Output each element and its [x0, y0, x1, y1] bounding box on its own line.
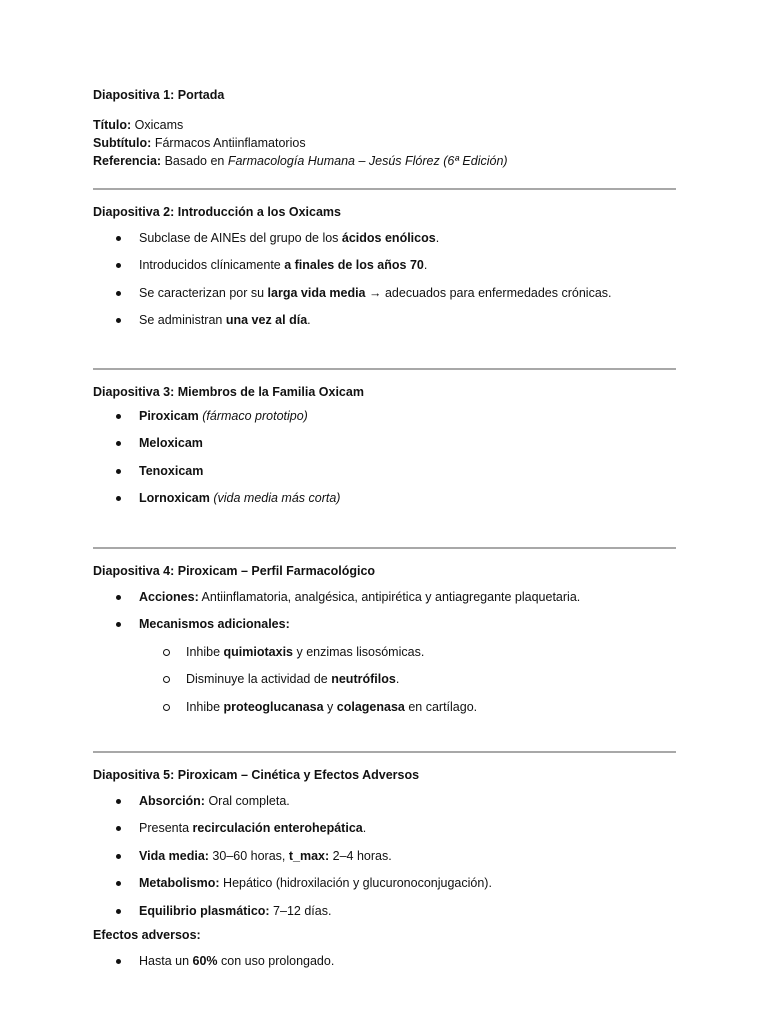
title-line [93, 116, 676, 134]
list-item [93, 870, 676, 898]
list-item [93, 307, 676, 335]
italic-text: (vida media más corta) [213, 491, 341, 506]
italic-text: (fármaco prototipo) [202, 408, 308, 423]
bullet-icon [116, 881, 121, 886]
bullet-icon [116, 236, 121, 241]
reference-line [93, 152, 676, 170]
text: . [435, 230, 440, 245]
bold-text: Acciones: [139, 589, 199, 604]
list-item [93, 458, 676, 486]
bullet-icon [116, 959, 121, 964]
slide-4-heading: Diapositiva 4: Piroxicam – Perfil Farmacológico [93, 564, 376, 578]
slide-1-details [93, 116, 676, 170]
bullet-icon [116, 414, 121, 419]
list-item [93, 225, 676, 253]
text: Inhibe [186, 644, 224, 659]
slide-1-heading: Diapositiva 1: Portada [93, 88, 225, 102]
list-item [93, 815, 676, 843]
text: → adecuados para enfermedades crónicas. [365, 285, 612, 300]
slide-4-sublist [93, 639, 676, 722]
bold-text: Metabolismo: [139, 876, 220, 891]
bullet-icon [116, 799, 121, 804]
list-item [93, 611, 676, 639]
bold-text: quimiotaxis [223, 644, 293, 659]
text: . [307, 313, 311, 328]
bullet-icon [116, 441, 121, 446]
text: Oral completa. [204, 793, 290, 808]
bullet-icon [116, 469, 121, 474]
slide-4-list [93, 584, 676, 639]
subtitle-line [93, 134, 676, 152]
reference-prefix: Basado en [164, 153, 225, 168]
reference-value: Farmacología Humana – Jesús Flórez (6ª Edición) [227, 153, 508, 168]
bold-text: proteoglucanasa [223, 699, 324, 714]
text: Antiinflamatoria, analgésica, antipirética y antiagregante plaquetaria. [198, 589, 581, 604]
sublist-item [93, 694, 676, 722]
bullet-icon [116, 318, 121, 323]
list-item [93, 403, 676, 431]
text: . [362, 821, 367, 836]
document-content [93, 88, 676, 975]
list-item [93, 280, 676, 308]
slide-2-heading: Diapositiva 2: Introducción a los Oxicams [93, 205, 341, 219]
title-value: Oxicams [134, 117, 184, 132]
bold-text: neutrófilos [331, 672, 396, 687]
hollow-bullet-icon [163, 676, 170, 683]
text: Hepático (hidroxilación y glucuronoconjugación). [219, 876, 492, 891]
text: 2–4 horas. [329, 848, 392, 863]
hollow-bullet-icon [163, 704, 170, 711]
slide-4-section [93, 549, 676, 751]
bullet-icon [116, 909, 121, 914]
bold-text: a finales de los años 70 [284, 258, 424, 273]
slide-3-heading: Diapositiva 3: Miembros de la Familia Oxicam [93, 385, 364, 399]
subtitle-value: Fármacos Antiinflamatorios [154, 135, 306, 150]
sublist-item [93, 639, 676, 667]
adverse-effects-list [93, 948, 676, 976]
list-item [93, 252, 676, 280]
text: en cartílago. [404, 699, 478, 714]
bold-text: recirculación enterohepática [192, 821, 363, 836]
text: Introducidos clínicamente [139, 258, 285, 273]
adverse-effects-heading: Efectos adversos: [93, 928, 201, 943]
list-item [93, 898, 676, 926]
list-item [93, 788, 676, 816]
bullet-icon [116, 826, 121, 831]
bullet-icon [116, 291, 121, 296]
slide-3-list [93, 403, 676, 513]
bullet-icon [116, 595, 121, 600]
bold-text: colagenasa [336, 699, 405, 714]
list-item [93, 430, 676, 458]
bold-text: Lornoxicam [139, 491, 210, 506]
slide-5-list [93, 788, 676, 926]
text: Inhibe [186, 699, 224, 714]
list-item [93, 584, 676, 612]
bullet-icon [116, 854, 121, 859]
bold-text: Vida media: [139, 848, 209, 863]
bold-text: t_max: [288, 848, 330, 863]
slide-2-section [93, 190, 676, 368]
reference-label: Referencia: [93, 153, 162, 168]
text: Subclase de AINEs del grupo de los [139, 230, 342, 245]
slide-3-section [93, 370, 676, 547]
text: Presenta [139, 821, 193, 836]
text: 30–60 horas, [208, 848, 289, 863]
hollow-bullet-icon [163, 649, 170, 656]
bold-text: ácidos enólicos [341, 230, 436, 245]
text: . [423, 258, 428, 273]
text: Se administran [139, 313, 226, 328]
text: y [323, 699, 337, 714]
subtitle-label: Subtítulo: [93, 135, 152, 150]
slide-5-heading: Diapositiva 5: Piroxicam – Cinética y Efectos Adversos [93, 768, 420, 782]
list-item [93, 948, 676, 976]
text: Disminuye la actividad de [186, 672, 332, 687]
bold-text: Tenoxicam [139, 463, 204, 478]
text: con uso prolongado. [217, 953, 335, 968]
bold-text: Meloxicam [139, 436, 203, 451]
bold-text: larga vida media [267, 285, 366, 300]
title-label: Título: [93, 117, 132, 132]
text: 7–12 días. [269, 903, 332, 918]
bold-text: 60% [192, 953, 218, 968]
list-item [93, 485, 676, 513]
slide-2-list [93, 225, 676, 335]
slide-1-section [93, 88, 676, 188]
bullet-icon [116, 263, 121, 268]
bullet-icon [116, 622, 121, 627]
text: Se caracterizan por su [139, 285, 268, 300]
bold-text: Equilibrio plasmático: [139, 903, 270, 918]
text: y enzimas lisosómicas. [293, 644, 425, 659]
bold-text: Mecanismos adicionales: [139, 617, 290, 632]
bold-text: una vez al día [225, 313, 308, 328]
sublist-item [93, 666, 676, 694]
list-item [93, 843, 676, 871]
text: Hasta un [139, 953, 193, 968]
bold-text: Absorción: [139, 793, 205, 808]
bullet-icon [116, 496, 121, 501]
bold-text: Piroxicam [139, 408, 199, 423]
text: . [395, 672, 400, 687]
slide-5-section [93, 753, 676, 975]
